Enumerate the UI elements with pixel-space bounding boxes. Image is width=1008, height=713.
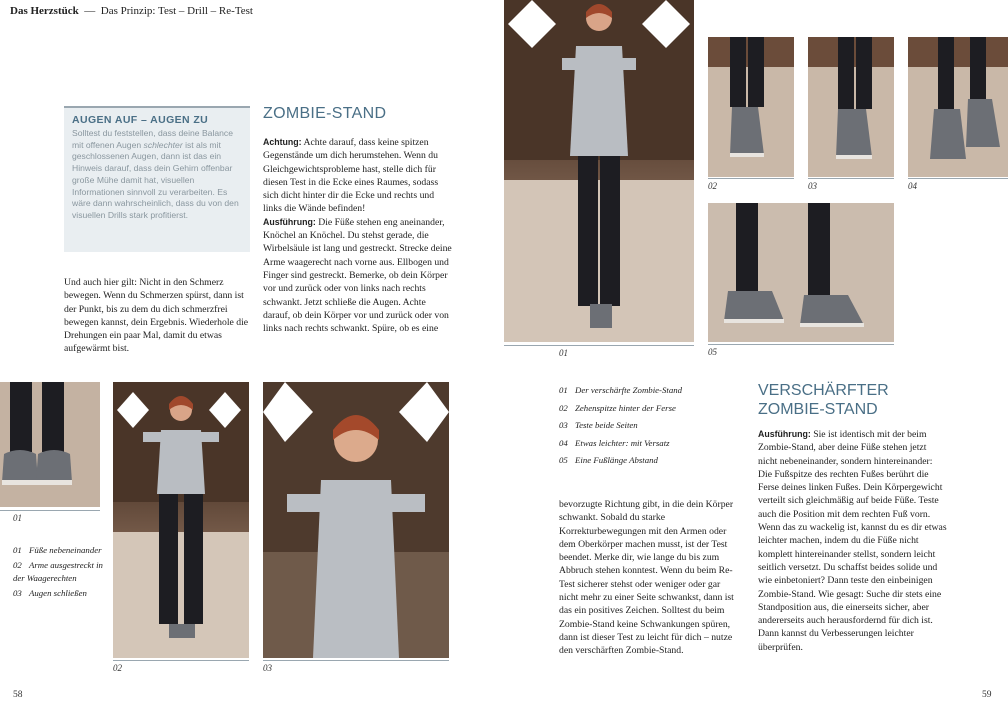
info-box [64,106,250,252]
page-number-left: 58 [13,690,23,700]
page-number-right: 59 [982,690,992,700]
photo-number-03: 03 [263,663,272,673]
left-caption-list [13,544,103,600]
caption-item [13,587,103,600]
caption-item [559,452,739,470]
photo-number-r05: 05 [708,347,717,357]
caption-rule [263,660,449,661]
info-box-text [72,128,242,222]
photo-number-r01: 01 [559,348,568,358]
body-text-col1: Und auch hier gilt: Nicht in den Schmerz bewegen. Wenn du Schmerzen spürst, dann ist der Punkt, bis zu dem du dich schmerzfrei bewegen kannst, dein Ergebnis. Wiederhole die Drehungen ein paar Mal, damit du etwas aufgewärmt bist. [64,277,249,355]
photo-feet-together [0,382,100,507]
caption-num: 05 [559,455,568,465]
zombie-body [263,136,453,335]
versch-ausfuehrung-text: Sie ist identisch mit der beim Zombie-Stand, aber deine Füße stehen jetzt nicht nebeneinander, sondern hintereinander: Die Fußspitze des rechten Fußes berührt die Ferse deines linken Fußes. Dein Körpergewicht verteilt sich gleichmäßig auf beide Füße. Teste auch die Position mit dem rechten Fuß vorn. Wenn das zu wackelig ist, kannst du es dir etwas leichter machen, indem du die Füße nicht komplett hintereinander stellst, sondern leicht seitlich versetzt. Du schaffst beides solide und wie einbetoniert? Dann teste den einbeinigen Zombie-Stand. Wie gesagt: Suche dir stets eine Standposition aus, die einerseits sicher, aber andererseits auch herausfordernd für dich ist. Dann kannst du Verbesserungen leichter überprüfen. [758,429,947,653]
caption-item [559,400,739,418]
caption-rule [504,345,694,346]
right-caption-list [559,382,739,470]
caption-num: 04 [559,437,568,448]
caption-num: 03 [13,588,22,598]
caption-rule [808,178,894,179]
caption-text: Teste beide Seiten [575,420,638,430]
photo-both-sides [808,37,894,177]
person-tandem-illustration [504,0,694,342]
caption-item [13,544,103,557]
info-text-part2: ist als mit geschlossenen Augen, dann ist das ein Hinweis darauf, dass dein Gehirn offenbar große Mühe damit hat, visuellen Informationen sinnvoll zu verarbeiten. Es wäre dann wahrscheinlich, dass du von den visuellen Drills stark profitierst. [72,139,239,220]
photo-foot-length-gap [708,203,894,342]
caption-text: Augen schließen [29,588,87,598]
caption-text: Etwas leichter: mit Versatz [575,437,670,448]
feet-illustration [0,382,100,507]
versch-title-line1: VERSCHÄRFTER [758,382,889,399]
photo-number-r03: 03 [808,181,817,191]
caption-text: Eine Fußlänge Abstand [575,455,658,465]
feet-illustration [908,37,1008,177]
photo-toe-behind-heel [708,37,794,177]
person-closeup-illustration [263,382,449,658]
info-box-title: AUGEN AUF – AUGEN ZU [72,114,209,126]
caption-rule [113,660,249,661]
caption-rule [708,344,894,345]
versch-title [758,381,958,419]
zombie-title: ZOMBIE-STAND [263,105,387,122]
body-text-col4: bevorzugte Richtung gibt, in die dein Körper schwankt. Sobald du starke Korrekturbewegungen mit den Armen oder dem Oberkörper machen musst, ist der Test beendet. Merke dir, wie lange du bis zum Abbruch stehen konntest. Wenn du beim Re-Test sicherer stehst oder weniger oder gar nicht mehr zu einer Seite schwankst, dann ist das ein positives Zeichen. Solltest du beim Zombie-Stand keine Schwankungen spüren, dann ist dieser Test zu leicht für dich – nutze den verschärften Zombie-Stand. [559,499,734,657]
feet-illustration [708,203,894,342]
header-dash: — [84,5,96,17]
caption-item [559,382,739,400]
photo-number-r04: 04 [908,181,917,191]
caption-text: Füße nebeneinander [29,545,102,555]
versch-body [758,428,948,654]
caption-num: 03 [559,420,568,430]
caption-item [559,417,739,435]
caption-num: 02 [559,402,568,413]
achtung-label: Achtung: [263,137,302,147]
person-illustration [113,382,249,658]
caption-item [559,435,739,453]
info-text-part1: Solltest du feststellen, dass deine Balance mit offenen Augen [72,128,233,150]
caption-num: 01 [559,385,568,395]
versch-ausfuehrung-label: Ausführung: [758,429,811,439]
photo-number-01: 01 [13,513,22,523]
caption-item [13,559,103,585]
caption-num: 01 [13,545,22,555]
caption-text: Arme ausgestreckt in der Waagerechten [13,560,103,583]
photo-offset-stance [908,37,1008,177]
photo-number-r02: 02 [708,181,717,191]
running-header [10,5,253,17]
caption-text: Zehenspitze hinter der Ferse [575,402,676,413]
versch-title-line2: ZOMBIE-STAND [758,401,878,418]
info-text-emphasis: schlechter [143,139,183,150]
caption-rule [0,510,100,511]
caption-rule [908,178,1008,179]
caption-num: 02 [13,560,22,570]
ausfuehrung-text: Die Füße stehen eng aneinander, Knöchel an Knöchel. Du stehst gerade, die Wirbelsäule ist lang und gestreckt. Strecke deine Arme waagerecht nach vorne aus. Ellbogen und Finger sind gestreckt. Bemerke, ob dein Körper vor und zurück oder von links nach rechts schwankt. Jetzt schließe die Augen. Achte darauf, ob dein Körper vor und zurück oder von links nach rechts schwankt. Spüre, ob es eine [263,216,452,335]
photo-number-02: 02 [113,663,122,673]
ausfuehrung-label: Ausführung: [263,216,316,227]
header-subtitle: Das Prinzip: Test – Drill – Re-Test [100,5,253,17]
achtung-text: Achte darauf, dass keine spitzen Gegenstände um dich herumstehen. Wenn du Gleichgewichtsprobleme hast, stelle dich für diesen Test in die Ecke eines Raumes, sodass sich dicht hinter dir die Ecke und rechts und links die Wände befinden! [263,137,439,215]
caption-rule [708,178,794,179]
feet-illustration [708,37,794,177]
feet-illustration [808,37,894,177]
caption-text: Der verschärfte Zombie-Stand [575,385,683,395]
photo-arms-extended [113,382,249,658]
photo-eyes-closed [263,382,449,658]
photo-tandem-stance [504,0,694,342]
header-section: Das Herzstück [10,5,79,17]
